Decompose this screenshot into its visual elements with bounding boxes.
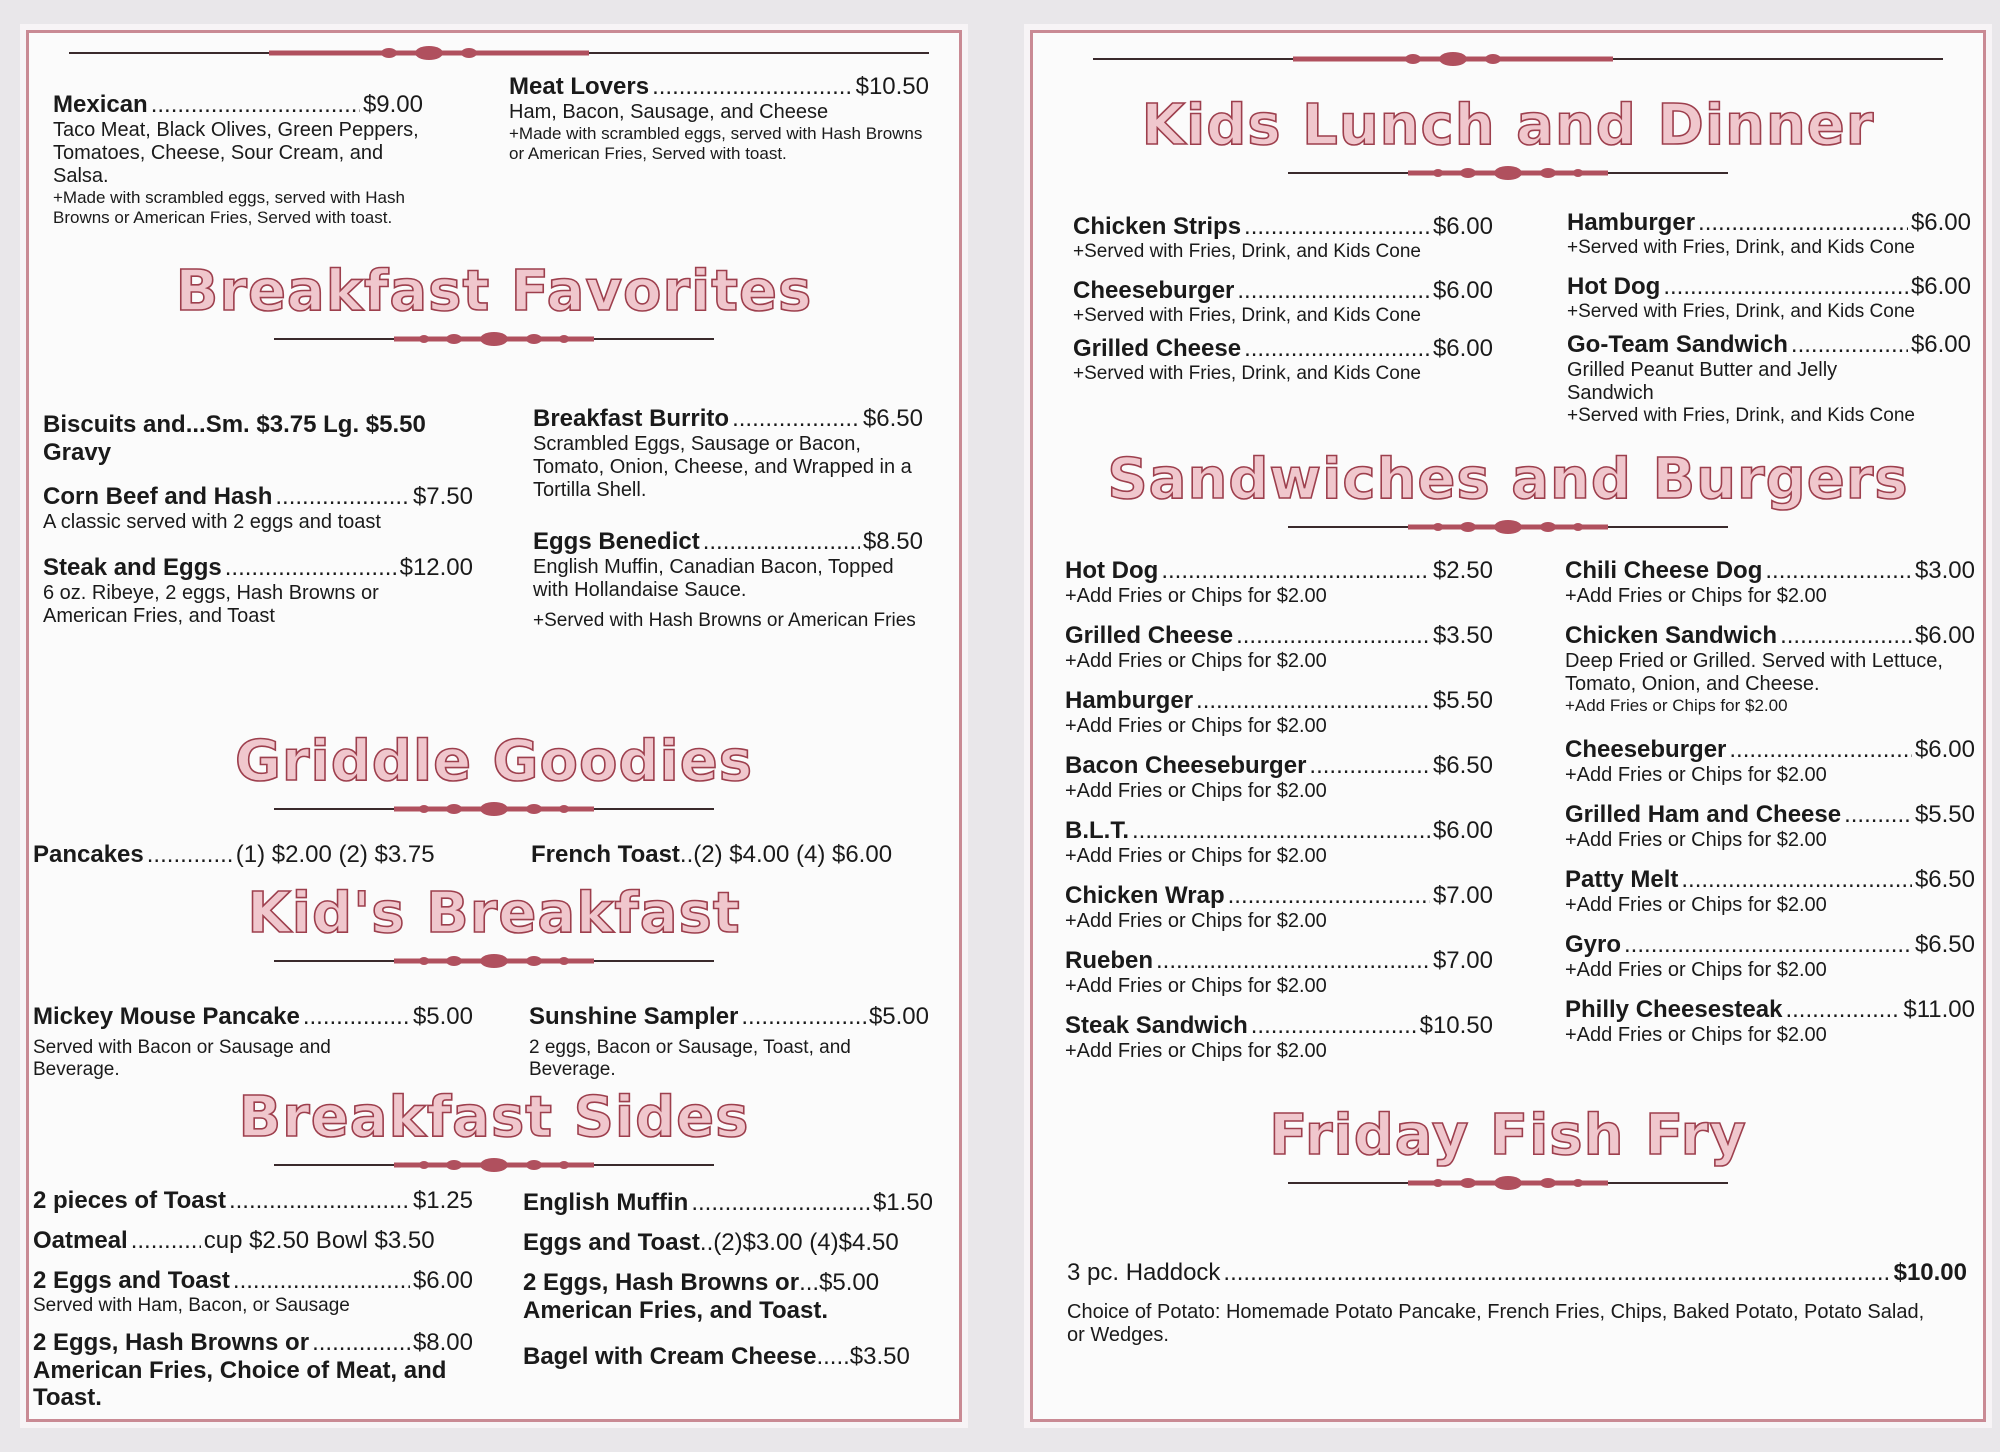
item-chili-cheese-dog [1565, 557, 1975, 608]
section-sandwiches-burgers [1033, 449, 1983, 537]
item-name: Sunshine Sampler [529, 1003, 739, 1030]
item-name-cont: American Fries, and Toast. [523, 1297, 828, 1324]
item-name: 3 pc. Haddock [1067, 1259, 1221, 1286]
item-grilled-cheese-kids [1073, 335, 1493, 385]
item-name: Cheeseburger [1565, 735, 1727, 763]
section-divider [1288, 163, 1728, 183]
item-chicken-sandwich [1565, 622, 1975, 716]
item-name: Chili Cheese Dog [1565, 557, 1763, 584]
item-haddock [1067, 1259, 1967, 1347]
item-name: 2 Eggs, Hash Browns or [33, 1328, 310, 1356]
item-steak-eggs [43, 554, 473, 628]
item-hamburger-kids [1567, 209, 1971, 259]
section-friday-fish-fry [1033, 1105, 1983, 1193]
item-price: cup $2.50 Bowl $3.50 [203, 1227, 435, 1254]
item-price: $6.00 [1910, 209, 1971, 236]
item-name: Bacon Cheeseburger [1065, 752, 1307, 779]
section-divider [1288, 517, 1728, 537]
item-name: Rueben [1065, 947, 1154, 974]
item-name: Eggs Benedict [533, 528, 700, 555]
item-name: Mexican [53, 91, 148, 118]
item-price: $11.00 [1903, 995, 1975, 1023]
item-price: $2.50 [1432, 557, 1493, 584]
section-title: Breakfast Favorites [175, 259, 813, 324]
breakfast-favorites-left-column [43, 411, 473, 644]
item-go-team-sandwich [1567, 331, 1971, 427]
item-desc: Served with Bacon or Sausage and Beverage. [33, 1037, 331, 1080]
item-note: +Served with Fries, Drink, and Kids Cone [1567, 404, 1915, 426]
item-price: $8.00 [412, 1328, 473, 1356]
item-price: .....$3.50 [816, 1342, 910, 1370]
item-price: $3.50 [1432, 622, 1493, 649]
section-divider [274, 951, 714, 971]
item-price: $6.00 [1914, 622, 1975, 649]
item-breakfast-burrito [533, 405, 923, 502]
item-name: 2 Eggs, Hash Browns or [523, 1269, 800, 1296]
item-sunshine-sampler [529, 1003, 929, 1081]
item-desc: 6 oz. Ribeye, 2 eggs, Hash Browns or American Fries, and Toast [43, 581, 379, 627]
item-price: $6.00 [1432, 213, 1493, 240]
addon-note: +Add Fries or Chips for $2.00 [1065, 715, 1327, 737]
item-price: $9.00 [362, 91, 423, 118]
sandwiches-left-column [1065, 557, 1493, 1079]
section-griddle-goodies [29, 731, 959, 819]
item-desc: Ham, Bacon, Sausage, and Cheese [509, 101, 829, 123]
item-french-toast [531, 841, 931, 869]
addon-note: +Add Fries or Chips for $2.00 [1065, 910, 1327, 932]
item-price: $7.00 [1432, 882, 1493, 909]
section-divider [274, 799, 714, 819]
item-price: $1.50 [872, 1189, 933, 1216]
item-name: Chicken Strips [1073, 213, 1242, 240]
item-price: ...$5.00 [799, 1269, 880, 1296]
item-desc: English Muffin, Canadian Bacon, Topped with Hollandaise Sauce. [533, 556, 894, 601]
item-name: Chicken Sandwich [1565, 622, 1778, 649]
item-price: ..(2)$3.00 (4)$4.50 [699, 1229, 899, 1256]
item-eggs-and-toast [523, 1229, 933, 1257]
item-name: Gyro [1565, 930, 1622, 958]
item-cheeseburger-kids [1073, 277, 1493, 327]
addon-note: +Add Fries or Chips for $2.00 [1065, 975, 1327, 997]
item-name: Cheeseburger [1073, 276, 1235, 304]
item-price: $7.50 [412, 482, 473, 510]
item-name: Oatmeal [33, 1227, 128, 1254]
section-title: Kid's Breakfast [247, 881, 741, 946]
item-price: ...Sm. $3.75 Lg. $5.50 [185, 411, 426, 438]
item-two-eggs-toast [33, 1267, 473, 1317]
item-mexican [53, 91, 423, 227]
item-mickey-mouse-pancake [33, 1003, 473, 1081]
item-name: Hamburger [1567, 209, 1696, 236]
item-note: +Served with Fries, Drink, and Kids Cone [1073, 304, 1421, 326]
item-desc: 2 eggs, Bacon or Sausage, Toast, and Beverage. [529, 1037, 851, 1080]
item-name: Philly Cheesesteak [1565, 995, 1783, 1023]
item-chicken-strips [1073, 213, 1493, 263]
section-title: Breakfast Sides [238, 1085, 750, 1150]
item-name: Hamburger [1065, 687, 1194, 714]
item-name: Patty Melt [1565, 865, 1679, 893]
item-price: $6.50 [1914, 865, 1975, 893]
addon-note: +Add Fries or Chips for $2.00 [1565, 696, 1788, 715]
item-note: +Served with Fries, Drink, and Kids Cone [1073, 362, 1421, 384]
addon-note: +Add Fries or Chips for $2.00 [1065, 650, 1327, 672]
addon-note: +Add Fries or Chips for $2.00 [1565, 893, 1827, 916]
item-blt [1065, 817, 1493, 868]
section-divider [274, 1155, 714, 1175]
section-kids-lunch-dinner [1033, 95, 1983, 183]
item-price: $5.50 [1432, 687, 1493, 714]
item-price: $6.00 [1910, 272, 1971, 300]
item-name: Grilled Ham and Cheese [1565, 800, 1842, 828]
item-note: +Served with Fries, Drink, and Kids Cone [1567, 300, 1915, 322]
addon-note: +Add Fries or Chips for $2.00 [1565, 1023, 1827, 1046]
item-name: Biscuits and [43, 411, 186, 438]
section-divider [274, 329, 714, 349]
item-price: $7.00 [1432, 947, 1493, 974]
item-desc: A classic served with 2 eggs and toast [43, 510, 381, 533]
item-price: $8.50 [862, 528, 923, 555]
item-name: English Muffin [523, 1189, 689, 1216]
item-price: $5.50 [1914, 800, 1975, 828]
item-price: $6.00 [412, 1267, 473, 1294]
item-price: $5.00 [412, 1003, 473, 1030]
item-name: B.L.T. [1065, 817, 1129, 844]
item-name: Meat Lovers [509, 73, 650, 100]
item-name: Breakfast Burrito [533, 405, 730, 432]
addon-note: +Add Fries or Chips for $2.00 [1065, 585, 1327, 607]
item-name: Corn Beef and Hash [43, 482, 273, 510]
item-price: ..(2) $4.00 (4) $6.00 [679, 841, 893, 868]
item-price: $12.00 [399, 553, 473, 581]
item-price: $6.00 [1910, 330, 1971, 358]
item-price: $10.50 [1419, 1012, 1493, 1039]
item-eggs-benedict [533, 528, 923, 632]
item-two-eggs-hash-meat [33, 1329, 473, 1412]
item-pancakes [33, 841, 473, 869]
item-desc: Deep Fried or Grilled. Served with Lettuce, Tomato, Onion, and Cheese. [1565, 650, 1943, 695]
addon-note: +Add Fries or Chips for $2.00 [1565, 828, 1827, 851]
item-desc: Scrambled Eggs, Sausage or Bacon, Tomato, Onion, Cheese, and Wrapped in a Tortilla Shell. [533, 433, 912, 501]
item-name: Hot Dog [1567, 272, 1661, 300]
item-toast [33, 1187, 473, 1215]
item-name: Hot Dog [1065, 557, 1159, 584]
item-philly-cheesesteak [1565, 996, 1975, 1047]
breakfast-favorites-right-column [533, 405, 923, 648]
addon-note: +Add Fries or Chips for $2.00 [1065, 1040, 1327, 1062]
top-divider [69, 41, 929, 65]
item-name: Bagel with Cream Cheese [523, 1342, 817, 1370]
item-note: +Made with scrambled eggs, served with Hash Browns or American Fries, Served with toast. [53, 188, 405, 227]
item-cheeseburger [1565, 736, 1975, 787]
addon-note: +Add Fries or Chips for $2.00 [1565, 763, 1827, 786]
item-price: $6.00 [1432, 817, 1493, 844]
item-note: +Served with Hash Browns or American Fries [533, 610, 916, 631]
section-title: Friday Fish Fry [1269, 1103, 1747, 1168]
item-name: Grilled Cheese [1073, 334, 1242, 362]
item-desc: Choice of Potato: Homemade Potato Pancake, French Fries, Chips, Baked Potato, Potato Salad, or Wedges. [1067, 1301, 1925, 1346]
item-price: $1.25 [412, 1187, 473, 1214]
item-desc: Grilled Peanut Butter and Jelly Sandwich [1567, 358, 1838, 404]
section-breakfast-sides [29, 1087, 959, 1175]
section-breakfast-favorites [29, 261, 959, 349]
section-title: Griddle Goodies [234, 729, 754, 794]
item-hot-dog-kids [1567, 273, 1971, 323]
breakfast-sides-left-column [33, 1187, 473, 1422]
item-biscuits-gravy [43, 411, 473, 467]
item-name: Steak and Eggs [43, 553, 222, 581]
left-menu-page [26, 30, 962, 1422]
section-divider [1288, 1173, 1728, 1193]
item-name: Steak Sandwich [1065, 1012, 1248, 1039]
item-note: Served with Ham, Bacon, or Sausage [33, 1295, 350, 1316]
addon-note: +Add Fries or Chips for $2.00 [1565, 585, 1827, 607]
section-kids-breakfast [29, 883, 959, 971]
section-title: Sandwiches and Burgers [1107, 447, 1909, 512]
item-desc: Taco Meat, Black Olives, Green Peppers, Tomatoes, Cheese, Sour Cream, and Salsa. [53, 119, 419, 187]
breakfast-sides-right-column [523, 1189, 933, 1387]
item-bagel [523, 1343, 933, 1371]
addon-note: +Add Fries or Chips for $2.00 [1065, 845, 1327, 867]
item-name: Eggs and Toast [523, 1229, 700, 1256]
item-hamburger [1065, 687, 1493, 738]
item-oatmeal [33, 1227, 473, 1255]
item-name: Pancakes [33, 841, 144, 868]
right-menu-page [1030, 30, 1986, 1422]
item-two-eggs-hash [523, 1269, 933, 1325]
addon-note: +Add Fries or Chips for $2.00 [1565, 958, 1827, 981]
item-patty-melt [1565, 866, 1975, 917]
item-grilled-cheese [1065, 622, 1493, 673]
item-price: $6.50 [1432, 752, 1493, 779]
item-price: $6.50 [1914, 930, 1975, 958]
item-name: Go-Team Sandwich [1567, 330, 1788, 358]
item-price: $3.00 [1914, 557, 1975, 584]
top-divider [1093, 47, 1943, 71]
kids-left-column [1073, 213, 1493, 401]
kids-right-column [1567, 209, 1971, 443]
section-title: Kids Lunch and Dinner [1141, 93, 1875, 158]
item-price: $5.00 [868, 1003, 929, 1030]
item-price: $6.50 [862, 405, 923, 432]
item-rueben [1065, 947, 1493, 998]
addon-note: +Add Fries or Chips for $2.00 [1065, 780, 1327, 802]
item-english-muffin [523, 1189, 933, 1217]
item-steak-sandwich [1065, 1012, 1493, 1063]
item-name: French Toast [531, 841, 680, 868]
item-gyro [1565, 931, 1975, 982]
item-note: +Made with scrambled eggs, served with Hash Browns or American Fries, Served with toast. [509, 124, 923, 163]
item-bacon-cheeseburger [1065, 752, 1493, 803]
item-name: 2 pieces of Toast [33, 1187, 226, 1214]
sandwiches-right-column [1565, 557, 1975, 1063]
item-name: Mickey Mouse Pancake [33, 1003, 300, 1030]
item-name-cont: Gravy [43, 439, 112, 466]
item-meat-lovers [509, 73, 929, 163]
item-hot-dog [1065, 557, 1493, 608]
item-name: Chicken Wrap [1065, 882, 1225, 909]
item-price: $6.00 [1432, 334, 1493, 362]
item-price: $10.50 [855, 73, 929, 100]
item-name-cont: American Fries, Choice of Meat, and Toast. [33, 1356, 447, 1412]
item-name: 2 Eggs and Toast [33, 1267, 230, 1294]
item-note: +Served with Fries, Drink, and Kids Cone [1073, 241, 1421, 262]
item-price: $6.00 [1914, 735, 1975, 763]
item-price: $6.00 [1432, 276, 1493, 304]
item-price: (1) $2.00 (2) $3.75 [235, 841, 435, 868]
item-note: +Served with Fries, Drink, and Kids Cone [1567, 237, 1915, 258]
item-name: Grilled Cheese [1065, 622, 1234, 649]
item-price: $10.00 [1893, 1259, 1967, 1286]
item-corn-beef-hash [43, 483, 473, 534]
item-grilled-ham-cheese [1565, 801, 1975, 852]
item-chicken-wrap [1065, 882, 1493, 933]
